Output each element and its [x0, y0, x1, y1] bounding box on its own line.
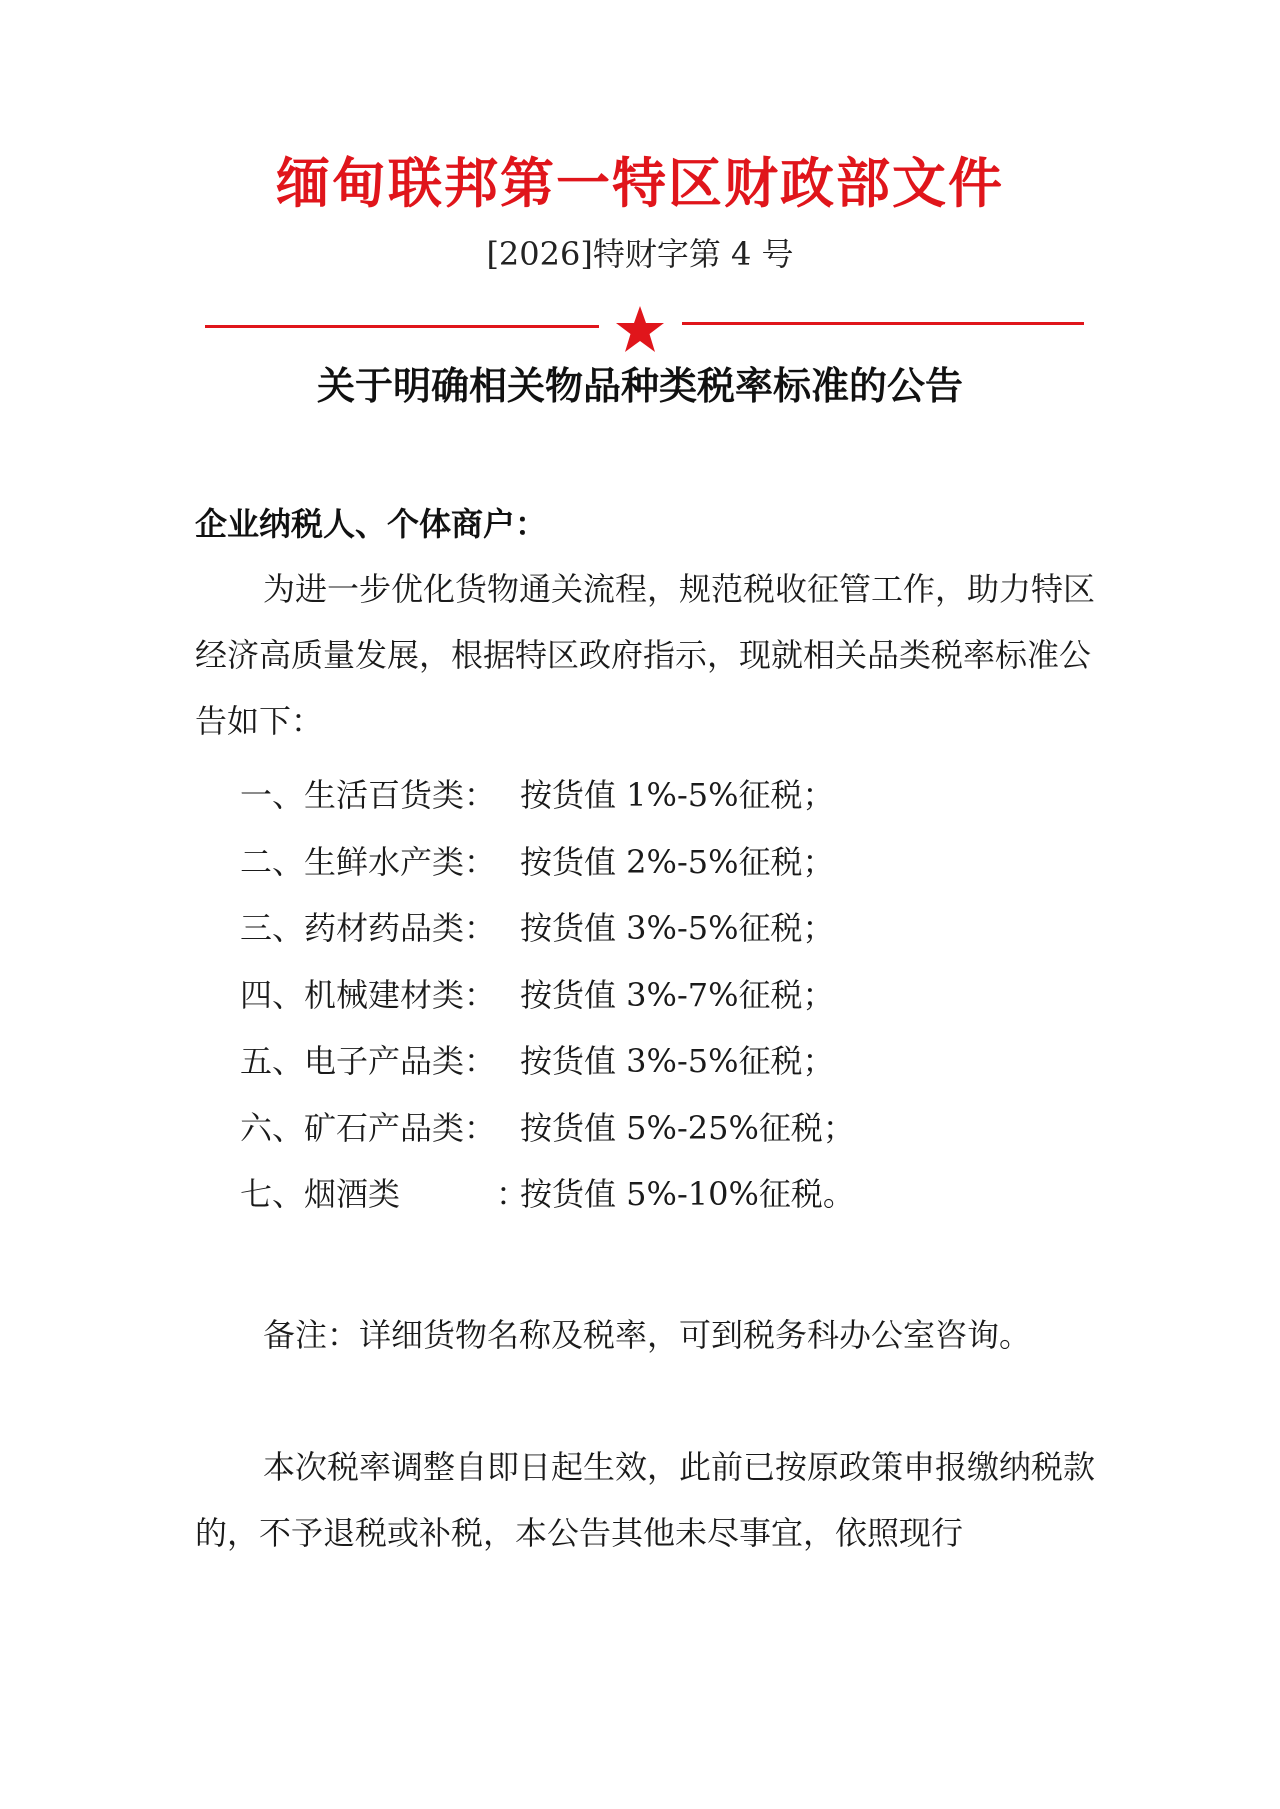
tax-rate: 按货值 3%-7%征税；: [520, 975, 835, 1014]
list-item: [240, 1161, 1100, 1228]
tax-rate: 按货值 5%-25%征税；: [520, 1108, 855, 1147]
salutation: 企业纳税人、个体商户：: [195, 505, 548, 543]
tax-category: 二、生鲜水产类：: [240, 842, 497, 881]
tax-rate: 按货值 3%-5%征税；: [520, 1042, 835, 1080]
tax-category: 一、生活百货类：: [240, 776, 497, 814]
list-item: [240, 895, 1100, 962]
list-item: [240, 962, 1100, 1029]
document-number: [2026]特财字第 4 号: [486, 235, 794, 273]
tax-rate: 按货值 5%-10%征税。: [520, 1175, 855, 1213]
tax-rate: 按货值 3%-5%征税；: [520, 909, 835, 947]
tax-rate-list: [240, 762, 1100, 1228]
star-icon: [614, 304, 666, 354]
tax-category: 七、烟酒类 ：: [240, 1175, 529, 1213]
list-item: [240, 1095, 1100, 1162]
document-header-title: 缅甸联邦第一特区财政部文件: [276, 151, 1004, 215]
tax-rate: 按货值 2%-5%征税；: [520, 842, 835, 881]
effective-paragraph: 本次税率调整自即日起生效，此前已按原政策申报缴纳税款的，不予退税或补税，本公告其他未尽事宜，依照现行: [195, 1448, 1096, 1552]
tax-category: 六、矿石产品类：: [240, 1108, 497, 1147]
announcement-title: 关于明确相关物品种类税率标准的公告: [316, 363, 963, 408]
red-divider-left: [205, 325, 599, 328]
tax-rate: 按货值 1%-5%征税；: [520, 776, 835, 814]
list-item: [240, 829, 1100, 896]
tax-category: 五、电子产品类：: [240, 1042, 497, 1080]
list-item: [240, 762, 1100, 829]
intro-paragraph: 为进一步优化货物通关流程，规范税收征管工作，助力特区经济高质量发展，根据特区政府指示，现就相关品类税率标准公告如下：: [195, 570, 1096, 740]
remark-paragraph: 备注：详细货物名称及税率，可到税务科办公室咨询。: [263, 1316, 1032, 1354]
tax-category: 三、药材药品类：: [240, 909, 497, 947]
red-divider-right: [682, 322, 1084, 325]
list-item: [240, 1028, 1100, 1095]
tax-category: 四、机械建材类：: [240, 975, 497, 1014]
